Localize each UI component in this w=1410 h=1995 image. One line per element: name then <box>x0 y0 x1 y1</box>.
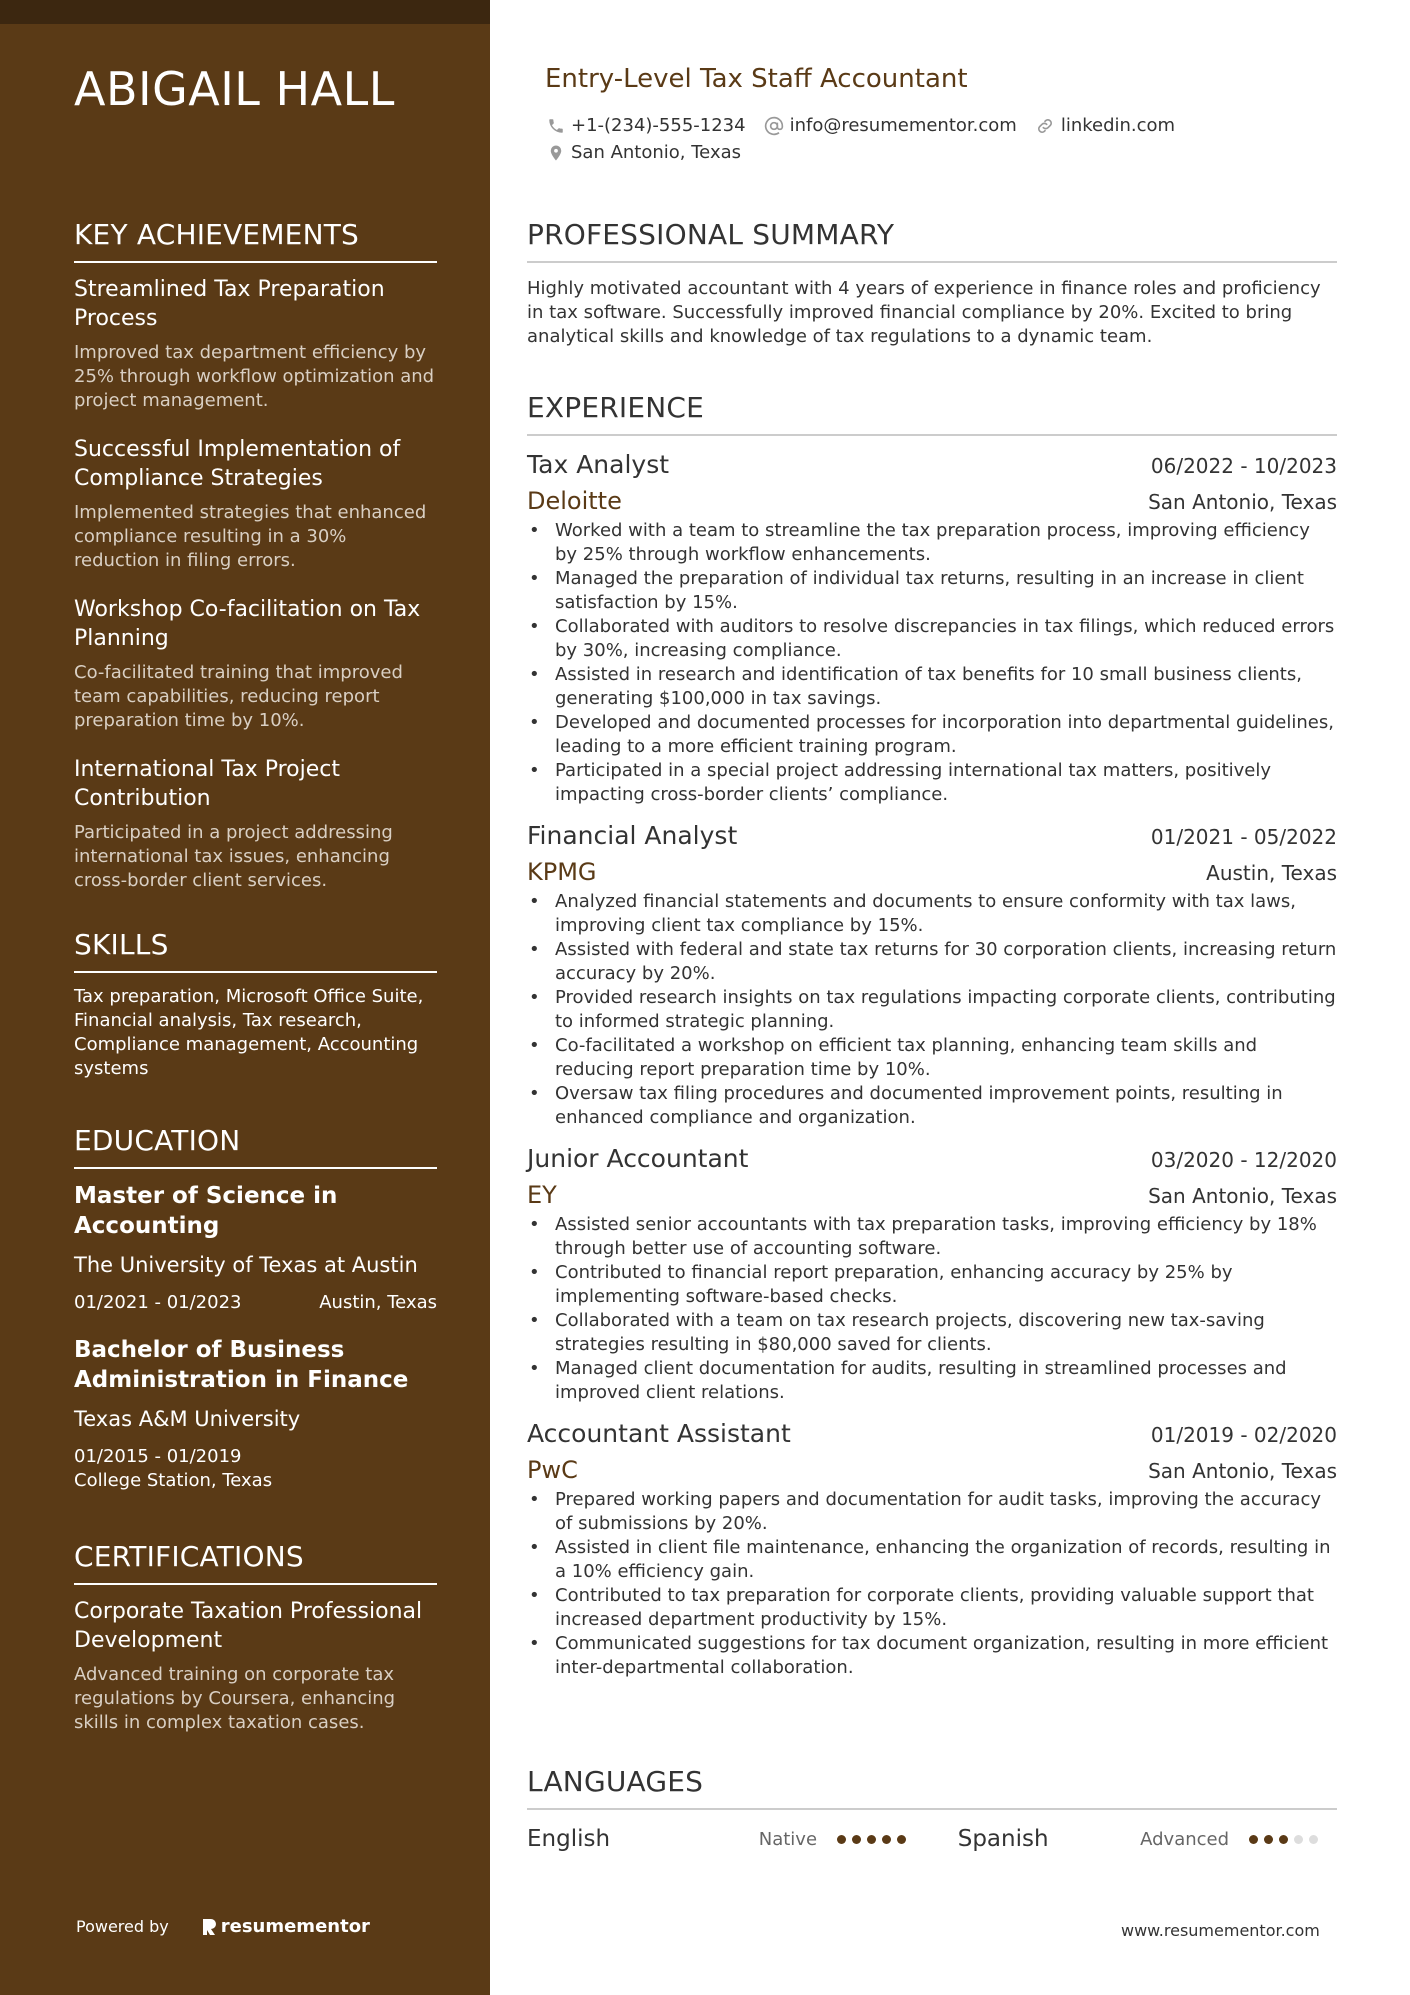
job-bullet: • Provided research insights on tax regulations impacting corporate clients, contributing to informed strategic planning. <box>527 986 1337 1034</box>
education-item <box>74 1335 437 1493</box>
proficiency-dot-filled <box>897 1835 906 1844</box>
job-location: Austin, Texas <box>1206 861 1337 885</box>
language-proficiency-dots <box>1249 1835 1337 1844</box>
job-company: KPMG <box>527 858 597 886</box>
skills-heading: SKILLS <box>74 928 437 973</box>
languages-section <box>527 1765 1337 1854</box>
achievement-title: International Tax Project Contribution <box>74 757 340 811</box>
achievement-item <box>74 595 437 733</box>
experience-section <box>527 391 1337 1694</box>
education-school: Texas A&M University <box>74 1407 301 1431</box>
skills-text: Tax preparation, Microsoft Office Suite, Financial analysis, Tax research, Compliance management, Accounting systems <box>74 986 424 1079</box>
key-achievements-section <box>74 218 437 915</box>
job-bullet: • Analyzed financial statements and documents to ensure conformity with tax laws, improving client tax compliance by 15%. <box>527 890 1337 938</box>
job-bullet: • Prepared working papers and documentation for audit tasks, improving the accuracy of submissions by 20%. <box>527 1488 1337 1536</box>
job-bullet: • Managed client documentation for audits, resulting in streamlined processes and improved client relations. <box>527 1357 1337 1405</box>
job-location: San Antonio, Texas <box>1148 1459 1337 1483</box>
experience-item <box>527 1144 1337 1405</box>
job-bullet: • Assisted in client file maintenance, enhancing the organization of records, resulting in a 10% efficiency gain. <box>527 1536 1337 1584</box>
languages-heading: LANGUAGES <box>527 1765 1337 1810</box>
job-location: San Antonio, Texas <box>1148 490 1337 514</box>
achievement-desc: Participated in a project addressing international tax issues, enhancing cross-border client services. <box>74 822 393 891</box>
job-dates: 03/2020 - 12/2020 <box>1150 1148 1337 1172</box>
proficiency-dot-filled <box>852 1835 861 1844</box>
proficiency-dot-filled <box>837 1835 846 1844</box>
proficiency-dot-empty <box>1309 1835 1318 1844</box>
key-achievements-heading: KEY ACHIEVEMENTS <box>74 218 437 263</box>
job-company: PwC <box>527 1456 578 1484</box>
summary-heading: PROFESSIONAL SUMMARY <box>527 218 1337 263</box>
sidebar-top-strip <box>0 0 490 24</box>
job-title: Entry-Level Tax Staff Accountant <box>545 64 968 94</box>
candidate-name: ABIGAIL HALL <box>74 62 395 116</box>
job-bullet: • Collaborated with auditors to resolve discrepancies in tax filings, which reduced errors by 30%, increasing compliance. <box>527 615 1337 663</box>
job-bullets <box>527 890 1337 1130</box>
footer-url[interactable]: www.resumementor.com <box>1121 1921 1320 1940</box>
link-icon <box>1035 116 1055 136</box>
achievement-title: Successful Implementation of Compliance Strategies <box>74 437 401 491</box>
certifications-heading: CERTIFICATIONS <box>74 1540 437 1585</box>
skills-section <box>74 928 437 1081</box>
job-role: Junior Accountant <box>527 1144 749 1173</box>
job-bullets <box>527 519 1337 807</box>
achievement-item <box>74 435 437 573</box>
achievement-desc: Improved tax department efficiency by 25% through workflow optimization and project management. <box>74 342 435 411</box>
achievement-desc: Co-facilitated training that improved team capabilities, reducing report preparation time by 10%. <box>74 662 403 731</box>
certification-title: Corporate Taxation Professional Development <box>74 1599 423 1653</box>
location-pin-icon <box>547 143 565 163</box>
brand-mark-icon <box>201 1917 217 1937</box>
proficiency-dot-filled <box>882 1835 891 1844</box>
job-bullet: • Assisted with federal and state tax returns for 30 corporation clients, increasing return accuracy by 20%. <box>527 938 1337 986</box>
experience-item <box>527 1419 1337 1680</box>
experience-heading: EXPERIENCE <box>527 391 1337 436</box>
job-bullets <box>527 1213 1337 1405</box>
job-bullet: • Worked with a team to streamline the tax preparation process, improving efficiency by 25% through workflow enhancements. <box>527 519 1337 567</box>
job-bullet: • Communicated suggestions for tax document organization, resulting in more efficient inter-departmental collaboration. <box>527 1632 1337 1680</box>
achievement-item <box>74 275 437 413</box>
job-bullet: • Contributed to financial report preparation, enhancing accuracy by 25% by implementing software-based checks. <box>527 1261 1337 1309</box>
job-bullet: • Co-facilitated a workshop on efficient tax planning, enhancing team skills and reducing report preparation time by 10%. <box>527 1034 1337 1082</box>
sidebar <box>0 0 490 1995</box>
job-bullet: • Developed and documented processes for incorporation into departmental guidelines, leading to a more efficient training program. <box>527 711 1337 759</box>
contact-phone[interactable] <box>547 115 746 136</box>
powered-by <box>76 1916 370 1937</box>
proficiency-dot-filled <box>1279 1835 1288 1844</box>
language-proficiency-dots <box>837 1835 925 1844</box>
education-meta <box>74 1291 437 1315</box>
language-level: Native <box>758 1828 818 1850</box>
education-dates: 01/2015 - 01/2019 <box>74 1446 242 1467</box>
job-bullet: • Collaborated with a team on tax research projects, discovering new tax-saving strategies resulting in $80,000 saved for clients. <box>527 1309 1337 1357</box>
job-location: San Antonio, Texas <box>1148 1184 1337 1208</box>
achievement-title: Workshop Co-facilitation on Tax Planning <box>74 597 421 651</box>
achievement-title: Streamlined Tax Preparation Process <box>74 277 385 331</box>
linkedin-text: linkedin.com <box>1060 115 1176 136</box>
job-bullet: • Oversaw tax filing procedures and documented improvement points, resulting in enhanced compliance and organization. <box>527 1082 1337 1130</box>
education-school: The University of Texas at Austin <box>74 1253 418 1277</box>
education-dates: 01/2021 - 01/2023 <box>74 1292 242 1313</box>
job-dates: 06/2022 - 10/2023 <box>1150 454 1337 478</box>
education-degree: Master of Science in Accounting <box>74 1183 338 1239</box>
contact-info <box>547 112 1327 166</box>
contact-location <box>547 142 741 163</box>
education-heading: EDUCATION <box>74 1124 437 1169</box>
education-location: Austin, Texas <box>319 1292 437 1313</box>
email-text: info@resumementor.com <box>789 115 1017 136</box>
phone-icon <box>547 117 565 135</box>
languages-row <box>527 1824 1337 1854</box>
job-bullet: • Contributed to tax preparation for corporate clients, providing valuable support that increased department productivity by 15%. <box>527 1584 1337 1632</box>
experience-item <box>527 821 1337 1130</box>
education-item <box>74 1181 437 1315</box>
proficiency-dot-filled <box>867 1835 876 1844</box>
job-dates: 01/2019 - 02/2020 <box>1150 1423 1337 1447</box>
job-bullet: • Participated in a special project addressing international tax matters, positively impacting cross-border clients’ compliance. <box>527 759 1337 807</box>
job-company: EY <box>527 1181 557 1209</box>
job-role: Accountant Assistant <box>527 1419 791 1448</box>
contact-email[interactable] <box>764 115 1017 136</box>
proficiency-dot-filled <box>1249 1835 1258 1844</box>
education-section <box>74 1124 437 1493</box>
brand-logo[interactable] <box>201 1916 370 1937</box>
job-bullet: • Managed the preparation of individual tax returns, resulting in an increase in client satisfaction by 15%. <box>527 567 1337 615</box>
powered-by-label: Powered by <box>76 1917 169 1936</box>
language-level: Advanced <box>1140 1828 1230 1850</box>
brand-name: resumementor <box>220 1916 370 1937</box>
phone-text: +1-(234)-555-1234 <box>571 115 746 136</box>
location-text: San Antonio, Texas <box>571 142 741 163</box>
proficiency-dot-empty <box>1294 1835 1303 1844</box>
language-name: English <box>527 1826 611 1852</box>
job-bullets <box>527 1488 1337 1680</box>
job-role: Tax Analyst <box>527 450 670 479</box>
job-dates: 01/2021 - 05/2022 <box>1150 825 1337 849</box>
proficiency-dot-filled <box>1264 1835 1273 1844</box>
certification-desc: Advanced training on corporate tax regulations by Coursera, enhancing skills in complex taxation cases. <box>74 1664 396 1733</box>
summary-section <box>527 218 1337 349</box>
job-role: Financial Analyst <box>527 821 738 850</box>
education-location: College Station, Texas <box>74 1470 273 1491</box>
certifications-section <box>74 1540 437 1757</box>
certification-item <box>74 1597 437 1735</box>
achievement-item <box>74 755 437 893</box>
education-degree: Bachelor of Business Administration in Finance <box>74 1337 409 1393</box>
contact-linkedin[interactable] <box>1035 115 1175 136</box>
experience-item <box>527 450 1337 807</box>
job-company: Deloitte <box>527 487 622 515</box>
language-name: Spanish <box>957 1826 1049 1852</box>
job-bullet: • Assisted in research and identification of tax benefits for 10 small business clients, generating $100,000 in tax savings. <box>527 663 1337 711</box>
at-icon <box>764 116 784 136</box>
job-bullet: • Assisted senior accountants with tax preparation tasks, improving efficiency by 18% through better use of accounting software. <box>527 1213 1337 1261</box>
summary-text: Highly motivated accountant with 4 years of experience in finance roles and proficiency in tax software. Successfully improved financial compliance by 20%. Excited to bring analytical skills and knowledge of tax regulations to a dynamic team. <box>527 278 1321 347</box>
achievement-desc: Implemented strategies that enhanced compliance resulting in a 30% reduction in filing errors. <box>74 502 427 571</box>
